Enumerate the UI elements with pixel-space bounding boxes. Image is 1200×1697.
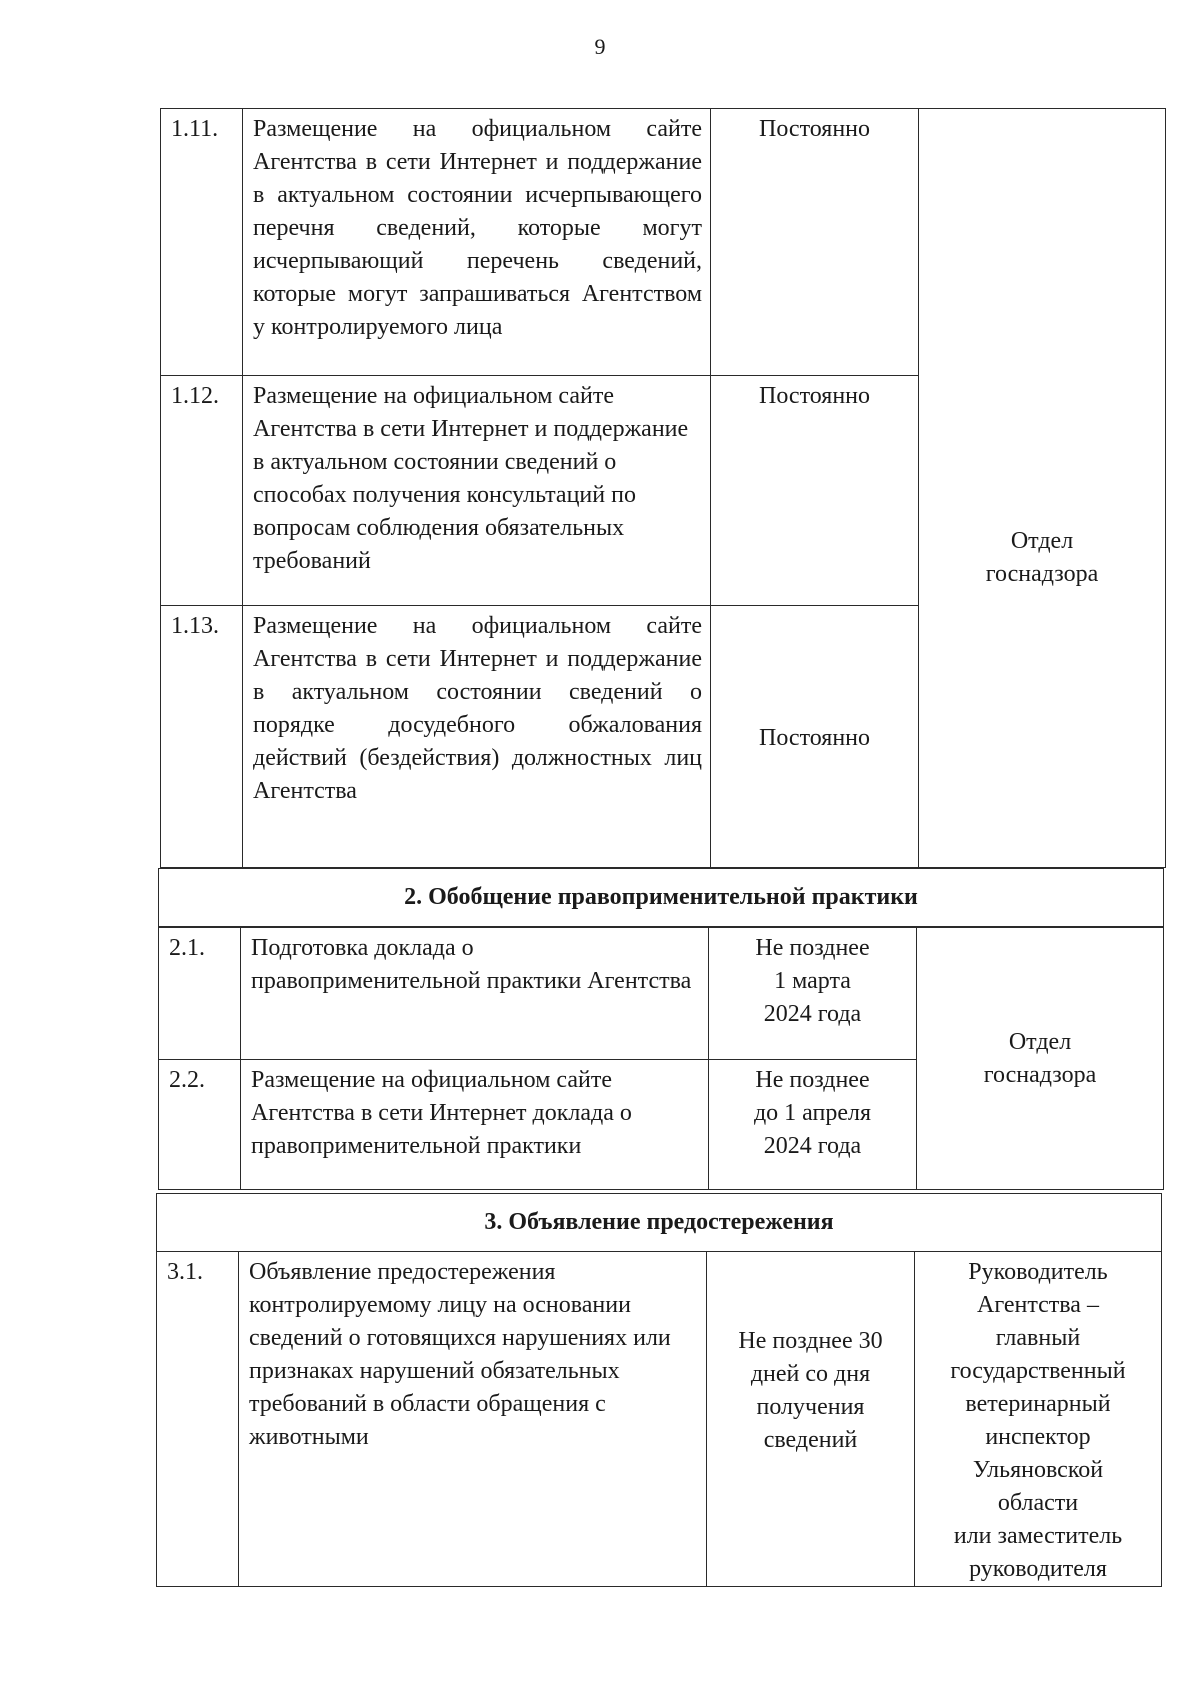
row-number: 1.11. — [161, 109, 243, 376]
row-term: Не позднее до 1 апреля 2024 года — [709, 1060, 917, 1190]
measures-table-part1 — [160, 108, 1166, 868]
row-number: 1.12. — [161, 376, 243, 606]
table-row — [157, 1252, 1162, 1587]
responsible-department: Отдел госнадзора — [919, 109, 1166, 868]
row-number: 3.1. — [157, 1252, 239, 1587]
responsible-department: Отдел госнадзора — [917, 928, 1164, 1190]
row-term: Постоянно — [711, 376, 919, 606]
responsible-person: Руководитель Агентства – главный государственный ветеринарный инспектор Ульяновской области или заместитель руководителя — [915, 1252, 1162, 1587]
row-description: Размещение на официальном сайте Агентства в сети Интернет и поддержание в актуальном состоянии сведений о способах получения консультаций по вопросам соблюдения обязательных требований — [243, 376, 711, 606]
row-description: Объявление предостережения контролируемому лицу на основании сведений о готовящихся нарушениях или признаках нарушений обязательных требований в области обращения с животными — [239, 1252, 707, 1587]
row-description: Подготовка доклада о правоприменительной практики Агентства — [241, 928, 709, 1060]
measures-table-section2 — [158, 868, 1164, 1190]
table-row — [159, 928, 1164, 1060]
table-row — [161, 109, 1166, 376]
row-number: 2.2. — [159, 1060, 241, 1190]
measures-table-section3 — [156, 1193, 1162, 1587]
row-description: Размещение на официальном сайте Агентства в сети Интернет доклада о правоприменительной практики — [241, 1060, 709, 1190]
section-3-title: 3. Объявление предостережения — [157, 1194, 1162, 1252]
row-term: Не позднее 1 марта 2024 года — [709, 928, 917, 1060]
row-number: 2.1. — [159, 928, 241, 1060]
row-term: Постоянно — [711, 606, 919, 868]
row-number: 1.13. — [161, 606, 243, 868]
row-description: Размещение на официальном сайте Агентства в сети Интернет и поддержание в актуальном состоянии исчерпывающего перечня сведений, которые могут исчерпывающий перечень сведений, которые могут запрашиваться Агентством у контролируемого лица — [243, 109, 711, 376]
row-term: Постоянно — [711, 109, 919, 376]
row-term: Не позднее 30 дней со дня получения сведений — [707, 1252, 915, 1587]
row-description: Размещение на официальном сайте Агентства в сети Интернет и поддержание в актуальном состоянии сведений о порядке досудебного обжалования действий (бездействия) должностных лиц Агентства — [243, 606, 711, 868]
section-2-title: 2. Обобщение правоприменительной практики — [159, 869, 1164, 927]
page-number: 9 — [594, 34, 606, 59]
